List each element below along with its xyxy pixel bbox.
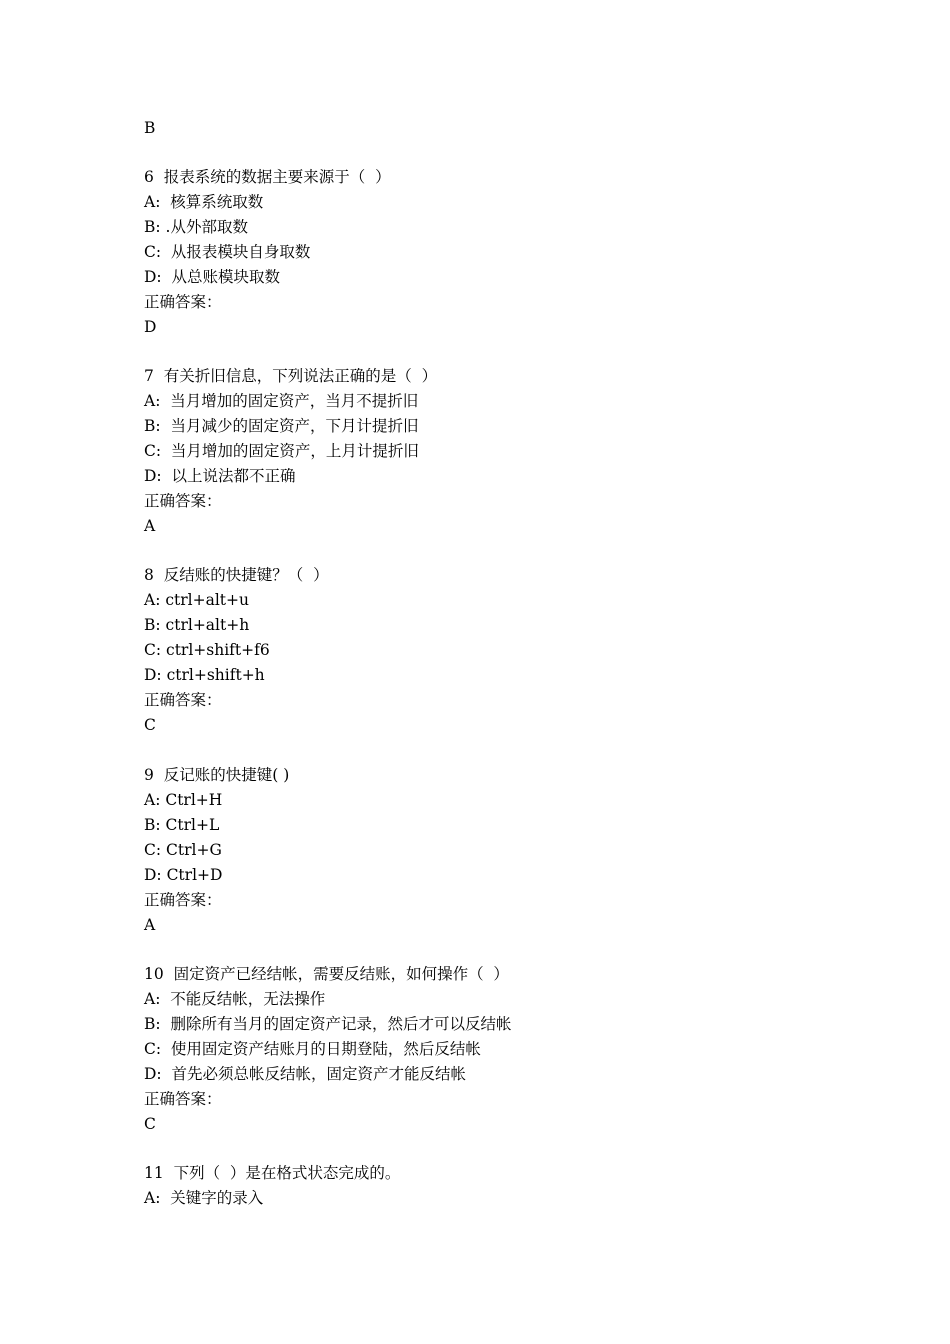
option-c: C: 当月增加的固定资产，上月计提折旧	[144, 442, 419, 460]
option-c: C: 从报表模块自身取数	[144, 243, 311, 261]
option-d: D: ctrl+shift+h	[144, 666, 265, 684]
option-a: A: 核算系统取数	[144, 193, 264, 211]
option-c: C: ctrl+shift+f6	[144, 641, 270, 659]
question-6-text: 6 报表系统的数据主要来源于（ ）	[144, 168, 391, 186]
answer-label: 正确答案：	[144, 691, 222, 709]
question-7-text: 7 有关折旧信息，下列说法正确的是（ ）	[144, 367, 438, 385]
question-11-text: 11 下列（ ）是在格式状态完成的。	[144, 1164, 401, 1182]
option-b: B: Ctrl+L	[144, 816, 220, 834]
option-a: A: ctrl+alt+u	[144, 591, 250, 609]
option-b: B: ctrl+alt+h	[144, 616, 250, 634]
answer-label: 正确答案：	[144, 293, 222, 311]
question-8-text: 8 反结账的快捷键？（ ）	[144, 566, 329, 584]
answer-value: A	[144, 517, 156, 535]
option-d: D: 首先必须总帐反结帐，固定资产才能反结帐	[144, 1065, 467, 1083]
option-d: D: Ctrl+D	[144, 866, 223, 884]
answer-label: 正确答案：	[144, 492, 222, 510]
answer-value: C	[144, 716, 156, 734]
option-a: A: 不能反结帐，无法操作	[144, 990, 326, 1008]
option-a: A: 当月增加的固定资产，当月不提折旧	[144, 392, 419, 410]
option-b: B: 删除所有当月的固定资产记录，然后才可以反结帐	[144, 1015, 512, 1033]
question-9-text: 9 反记账的快捷键( )	[144, 766, 290, 784]
answer-label: 正确答案：	[144, 1090, 222, 1108]
option-d: D: 从总账模块取数	[144, 268, 281, 286]
answer-value: A	[144, 916, 156, 934]
option-d: D: 以上说法都不正确	[144, 467, 296, 485]
option-c: C: Ctrl+G	[144, 841, 222, 859]
option-a: A: Ctrl+H	[144, 791, 223, 809]
question-10-text: 10 固定资产已经结帐，需要反结账，如何操作（ ）	[144, 965, 509, 983]
option-a: A: 关键字的录入	[144, 1189, 264, 1207]
answer-value: D	[144, 318, 157, 336]
option-b: B: .从外部取数	[144, 218, 248, 236]
option-b: B: 当月减少的固定资产，下月计提折旧	[144, 417, 419, 435]
option-c: C: 使用固定资产结账月的日期登陆，然后反结帐	[144, 1040, 481, 1058]
answer-value: C	[144, 1115, 156, 1133]
answer-label: 正确答案：	[144, 891, 222, 909]
answer-value: B	[144, 119, 156, 137]
